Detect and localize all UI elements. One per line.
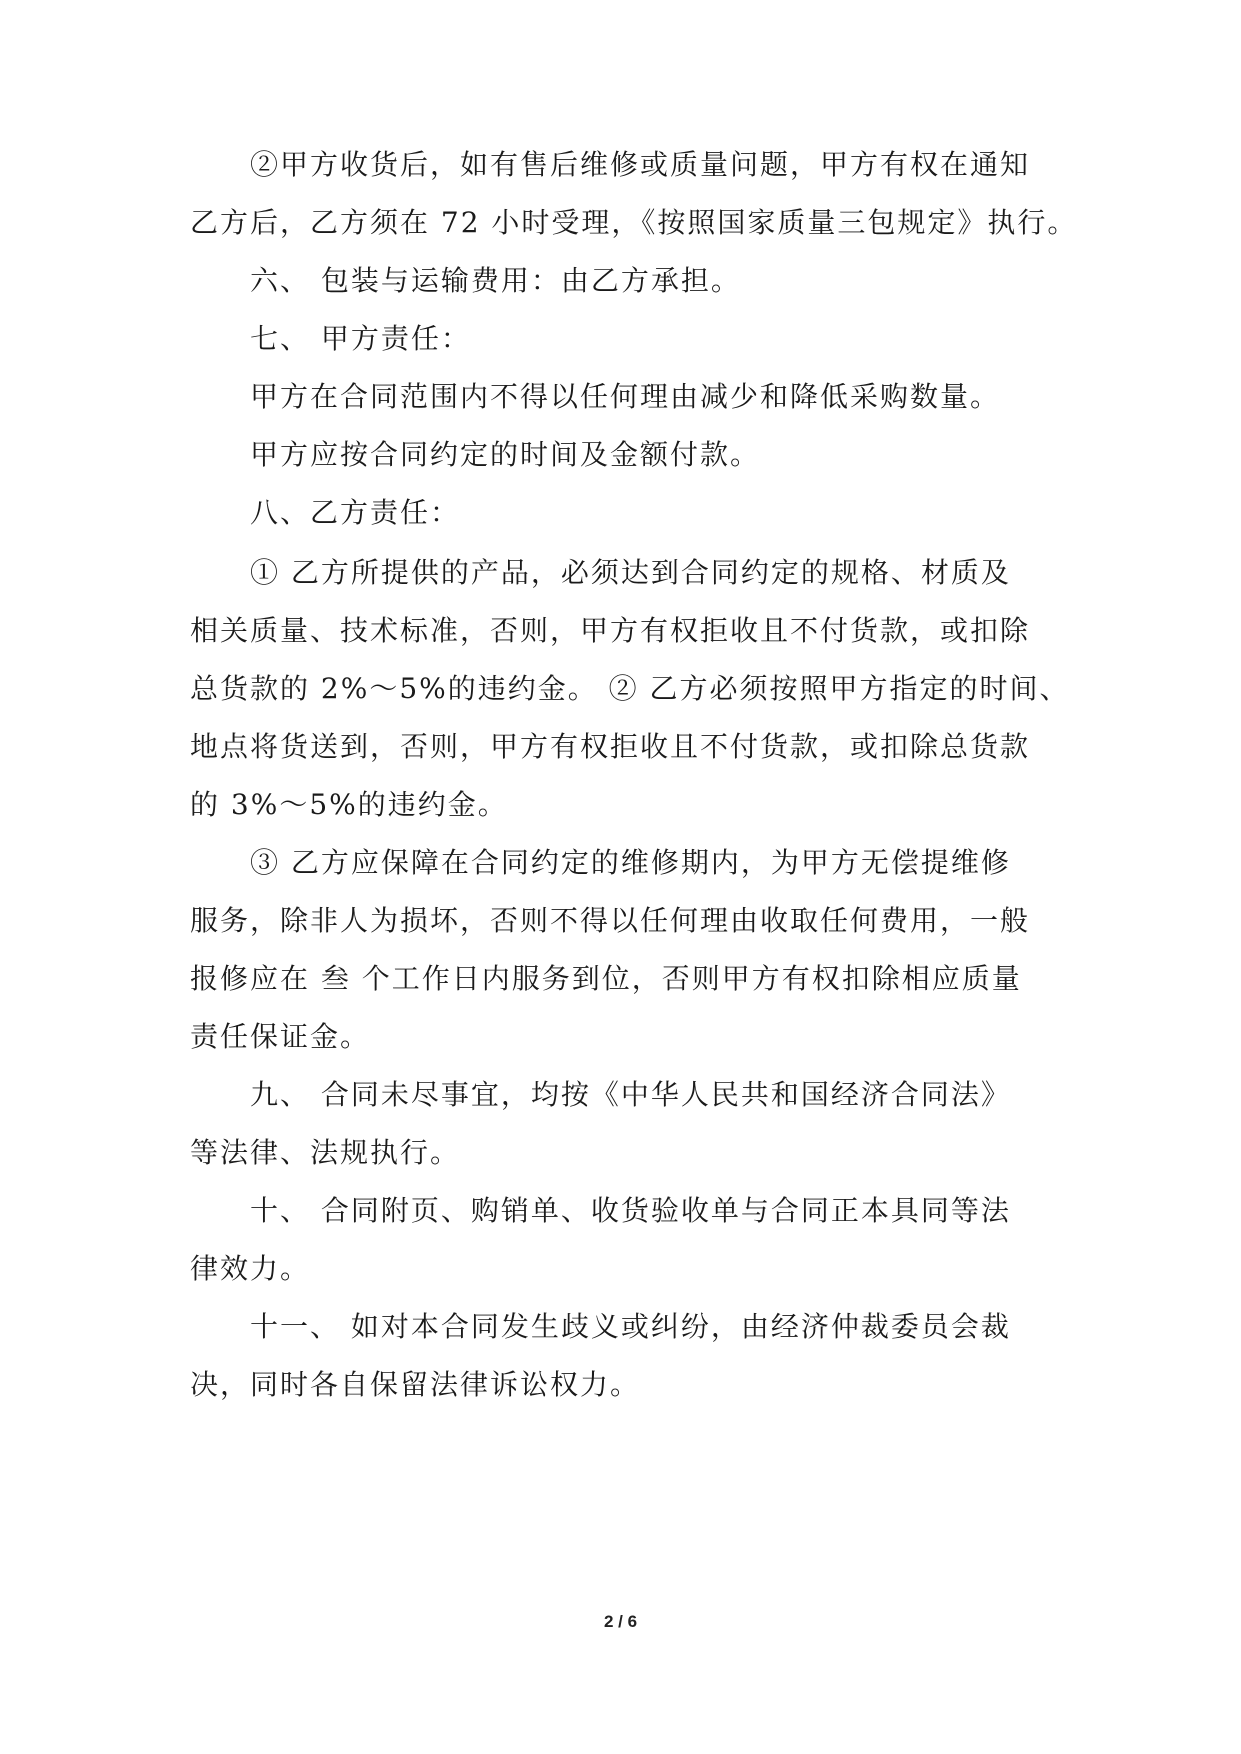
text-line: 十、 合同附页、购销单、收货验收单与合同正本具同等法 [250,1194,1011,1227]
text-line: 相关质量、技术标准，否则，甲方有权拒收且不付货款，或扣除 [190,614,1031,647]
text-line: ③ 乙方应保障在合同约定的维修期内，为甲方无偿提维修 [250,846,1011,879]
text-line: 服务，除非人为损坏，否则不得以任何理由收取任何费用，一般 [190,904,1031,937]
text-line: 十一、 如对本合同发生歧义或纠纷，由经济仲裁委员会裁 [250,1310,1011,1343]
text-line: 等法律、法规执行。 [190,1136,461,1169]
text-line: 甲方在合同范围内不得以任何理由减少和降低采购数量。 [250,380,1001,413]
text-line: 甲方应按合同约定的时间及金额付款。 [250,438,761,471]
text-line: 决，同时各自保留法律诉讼权力。 [190,1368,641,1401]
text-line: 乙方后，乙方须在 72 小时受理，《按照国家质量三包规定》执行。 [190,206,1078,239]
page-number: 2 / 6 [603,1612,638,1631]
text-line: 的 3%～5%的违约金。 [190,788,508,821]
text-line: 地点将货送到，否则，甲方有权拒收且不付货款，或扣除总货款 [190,730,1031,763]
text-line: 六、 包装与运输费用：由乙方承担。 [250,264,741,297]
text-line: ① 乙方所提供的产品，必须达到合同约定的规格、材质及 [250,556,1011,589]
text-line: 七、 甲方责任： [250,322,471,355]
text-line: 律效力。 [190,1252,311,1285]
text-line: 责任保证金。 [190,1020,371,1053]
text-line: 总货款的 2%～5%的违约金。 ② 乙方必须按照甲方指定的时间、 [190,672,1070,705]
text-line: ②甲方收货后，如有售后维修或质量问题，甲方有权在通知 [250,148,1031,181]
text-line: 报修应在 叁 个工作日内服务到位，否则甲方有权扣除相应质量 [190,962,1022,995]
text-line: 九、 合同未尽事宜，均按《中华人民共和国经济合同法》 [250,1078,1011,1111]
text-line: 八、乙方责任： [250,496,461,529]
